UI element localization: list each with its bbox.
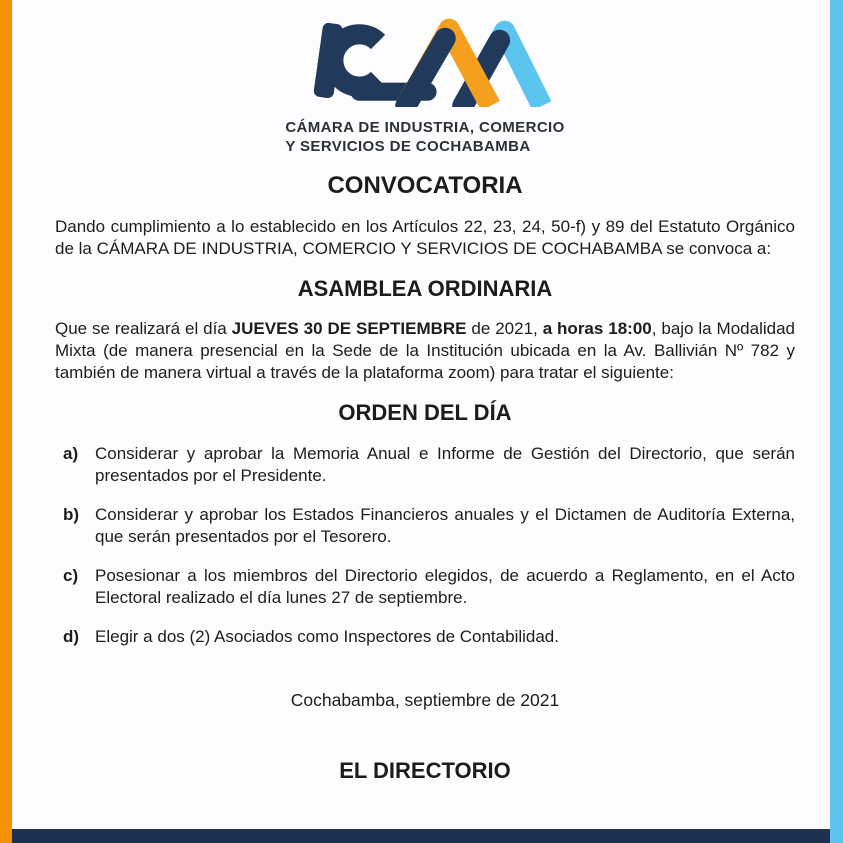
intro-paragraph: Dando cumplimiento a lo establecido en los Artículos 22, 23, 24, 50-f) y 89 del Estatuto Orgánico de la CÁMARA DE INDUSTRIA, COMERCIO Y SERVICIOS DE COCHABAMBA se convoca a:	[55, 217, 795, 258]
logo-letter-c	[333, 34, 378, 86]
logo-block	[55, 16, 795, 156]
agenda-list	[55, 443, 795, 648]
org-name-line1: CÁMARA DE INDUSTRIA, COMERCIO	[285, 119, 565, 136]
assembly-heading: ASAMBLEA ORDINARIA	[297, 276, 553, 301]
signature: EL DIRECTORIO	[339, 758, 511, 783]
agenda-item	[63, 443, 795, 487]
agenda-heading: ORDEN DEL DÍA	[338, 400, 512, 425]
agenda-item-label: d)	[63, 627, 80, 646]
agenda-item	[63, 565, 795, 609]
agenda-item-label: b)	[63, 505, 80, 524]
assembly-paragraph: Que se realizará el día JUEVES 30 DE SEPTIEMBRE de 2021, a horas 18:00, bajo la Modalidad Mixta (de manera presencial en la Sede de la Institución ubicada en la Av. Ballivián Nº 782 y también de manera virtual a través de la plataforma zoom) para tratar el siguiente:	[55, 319, 795, 382]
left-accent-bar	[0, 0, 12, 843]
org-name-line2: Y SERVICIOS DE COCHABAMBA	[285, 138, 531, 155]
agenda-item-label: c)	[63, 566, 79, 585]
bottom-accent-bar	[12, 829, 830, 843]
agenda-item-label: a)	[63, 444, 79, 463]
right-accent-bar	[830, 0, 843, 843]
agenda-item-text: Elegir a dos (2) Asociados como Inspectores de Contabilidad.	[95, 627, 559, 646]
agenda-item-text: Considerar y aprobar la Memoria Anual e Informe de Gestión del Directorio, que serán presentados por el Presidente.	[95, 444, 795, 485]
icm-logo-icon	[299, 16, 551, 107]
agenda-item-text: Considerar y aprobar los Estados Financieros anuales y el Dictamen de Auditoría Externa, que serán presentados por el Tesorero.	[95, 505, 795, 546]
agenda-item	[63, 626, 795, 648]
agenda-item	[63, 504, 795, 548]
org-name	[285, 118, 564, 156]
agenda-item-text: Posesionar a los miembros del Directorio elegidos, de acuerdo a Reglamento, en el Acto Electoral realizado el día lunes 27 de septiembre.	[95, 566, 795, 607]
page-title: CONVOCATORIA	[327, 172, 523, 199]
dateline: Cochabamba, septiembre de 2021	[290, 690, 560, 710]
